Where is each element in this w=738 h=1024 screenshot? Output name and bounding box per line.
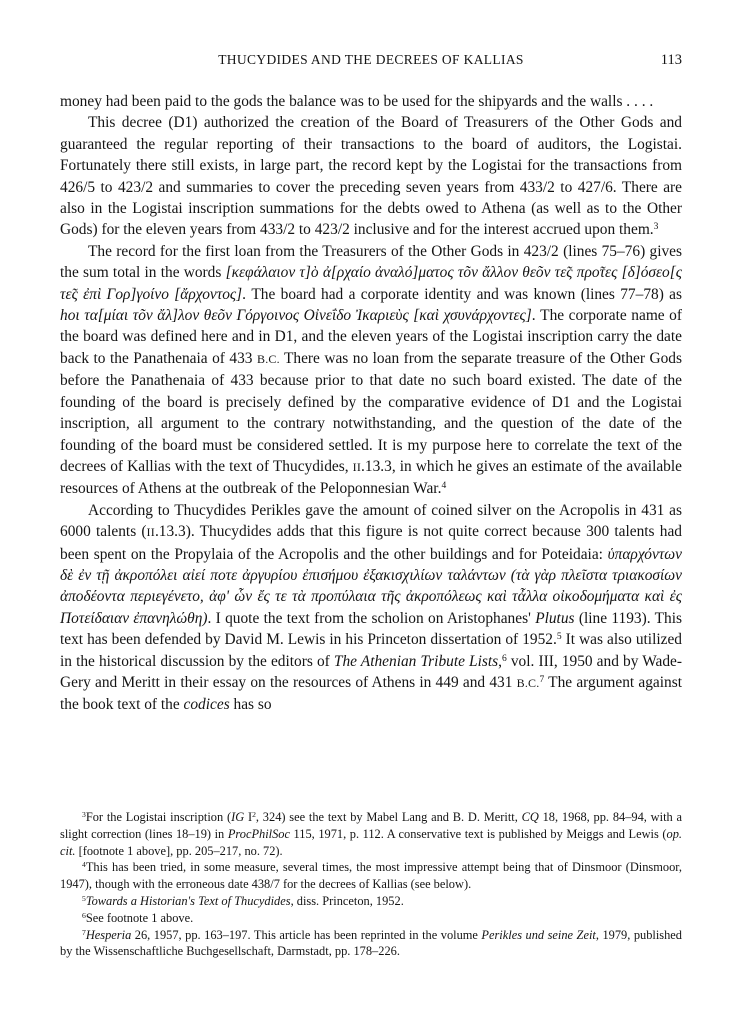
text-run: . The corporate name of the board was defined here and in D1, and the eleven years of the Logistai inscription carry the date back to the Panathenaia of 433 xyxy=(60,307,682,367)
paragraph-3 xyxy=(60,241,682,500)
running-head xyxy=(60,52,682,74)
citation-title: Towards a Historian's Text of Thucydides xyxy=(85,893,291,908)
text-run: [footnote 1 above], pp. 205–217, no. 72). xyxy=(75,843,283,858)
work-title: Plutus xyxy=(535,609,575,627)
text-run: 26, 1957, pp. 163–197. This article has been reprinted in the volume xyxy=(131,927,482,942)
text-run: , 1979, published by the Wissenschaftliche Buchgesellschaft, Darmstadt, pp. 178–226. xyxy=(60,927,683,959)
paragraph-2 xyxy=(60,112,682,240)
text-run: . The board had a corporate identity and was known (lines 77–78) as xyxy=(242,285,682,303)
text-run: I xyxy=(244,810,253,824)
text-run: The record for the first loan from the Treasurers of the Other Gods in 423/2 (lines 75–76) gives the sum total in the words xyxy=(60,242,682,282)
footnote-number: 7 xyxy=(82,927,86,937)
footnote-ref-3[interactable]: 3 xyxy=(653,221,659,233)
footnote-number: 5 xyxy=(82,893,86,903)
text-run: , diss. Princeton, 1952. xyxy=(290,893,404,908)
text-run: 115, 1971, p. 112. A conservative text is published by Meiggs and Lewis ( xyxy=(290,826,667,841)
text-run: money had been paid to the gods the balance was to be used for the shipyards and the walls . . . . xyxy=(60,93,654,110)
latin-term: codices xyxy=(183,696,230,714)
text-run: , 324) see the text by Mabel Lang and B. D. Meritt, xyxy=(255,810,522,824)
footnote-ref-5[interactable]: 5 xyxy=(556,630,562,642)
text-run: .13.3, in which he gives an estimate of the available resources of Athens at the outbreak of the Peloponnesian War. xyxy=(60,457,682,498)
footnote-5 xyxy=(60,893,682,910)
citation-title: IG xyxy=(231,810,245,824)
superscript: 2 xyxy=(252,809,256,819)
footnote-ref-7[interactable]: 7 xyxy=(539,673,545,685)
footnote-ref-6[interactable]: 6 xyxy=(502,652,507,664)
era-abbreviation: B.C. xyxy=(256,351,280,366)
text-run: It was also utilized in the historical discussion by the editors of xyxy=(60,631,682,670)
text-run: 18, 1968, pp. 84–94, with a slight correction (lines 18–19) in xyxy=(60,810,682,841)
footnote-number: 3 xyxy=(82,809,86,819)
citation-title: Perikles und seine Zeit xyxy=(481,927,596,942)
text-run: According to Thucydides Perikles gave the amount of coined silver on the Acropolis in 431 as 6000 talents ( xyxy=(60,501,682,541)
footnote-4 xyxy=(60,859,682,893)
running-title: THUCYDIDES AND THE DECREES OF KALLIAS xyxy=(218,52,524,67)
body-text xyxy=(60,91,682,716)
greek-quotation: [κεφάλαιον τ]ὸ ἀ[ρχαίο ἀναλό]ματος τõν ἄλλον θεõν τε̃ς προ̃τες [δ]όσεο[ς τε̃ς ἐπὶ Γορ]γοίνο [ἄρχοντος] xyxy=(60,264,682,303)
footnotes xyxy=(60,809,682,960)
footnote-3 xyxy=(60,809,682,859)
text-run: has so xyxy=(229,696,272,714)
text-run: See footnote 1 above. xyxy=(85,910,194,925)
text-run: , xyxy=(498,652,502,670)
footnote-ref-4[interactable]: 4 xyxy=(441,480,447,492)
citation-title: ProcPhilSoc xyxy=(227,826,290,841)
text-run: (line 1193). This text has been defended by David M. Lewis in his Princeton dissertation of 1952. xyxy=(60,609,682,649)
text-run: There was no loan from the separate treasure of the Other Gods before the Panathenaia of 433 because prior to that date no such board existed. The date of the founding of the board is precisely defined by the comparative evidence of D1 and the Logistai inscription, all argument to the contrary notwithstanding, and the question of the date of the founding of the board must be considered settled. It is my purpose here to correlate the text of the decrees of Kallias with the text of Thucydides, xyxy=(60,349,682,475)
book-reference: II xyxy=(352,459,362,474)
text-run: vol. III, 1950 and by Wade-Gery and Meritt in their essay on the resources of Athens in 449 and 431 xyxy=(60,652,682,691)
greek-quotation: ὑπαρχόντων δὲ ἐν τῇ ἀκροπόλει αἰεί ποτε ἀργυρίου ἐπισήμου ἐξακισχιλίων ταλάντων (τὰ γὰρ πλεῖστα τριακοσίων ἀποδέοντα περιεγένετο, ἀφ' ὧν ἔς τε τὰ προπύλαια τῆς ἀκροπόλεως καὶ τἆλλα οἰκοδομήματα καὶ ἐς Ποτείδαιαν ἐπανηλώθη) xyxy=(60,545,682,627)
text-run: .13.3). Thucydides adds that this figure is not quite correct because 300 talents had been spent on the Propylaia of the Acropolis and the other buildings and for Poteidaia: xyxy=(60,523,682,563)
footnote-number: 6 xyxy=(82,910,86,920)
page-number: 113 xyxy=(660,52,682,68)
text-run: . I quote the text from the scholion on Aristophanes' xyxy=(207,609,536,627)
text-run: The argument against the book text of the xyxy=(60,673,682,714)
work-title: The Athenian Tribute Lists xyxy=(333,652,499,670)
paragraph-4 xyxy=(60,500,682,716)
footnote-6 xyxy=(60,910,682,927)
paragraph-1 xyxy=(60,91,682,112)
era-abbreviation: B.C. xyxy=(516,675,540,690)
footnote-7 xyxy=(60,927,682,961)
text-run: For the Logistai inscription ( xyxy=(85,810,232,824)
citation-title: Hesperia xyxy=(85,927,132,942)
book-reference: II xyxy=(146,525,155,540)
text-run: This has been tried, in some measure, several times, the most impressive attempt being that of Dinsmoor (Dinsmoor, 1947), though with the erroneous date 438/7 for the decrees of Kallias (see below). xyxy=(60,860,682,892)
citation-title: CQ xyxy=(521,810,539,824)
greek-quotation: hοι τα[μίαι τõν ἄλ]λον θεõν Γόργοινος Οἰνεΐδο Ἰκαριεὺς [καὶ χσυνάρχοντες] xyxy=(60,307,532,325)
footnote-number: 4 xyxy=(82,860,86,870)
citation-abbreviation: op. cit. xyxy=(60,826,682,858)
text-run: This decree (D1) authorized the creation of the Board of Treasurers of the Other Gods and guaranteed the regular reporting of their transactions to the board of auditors, the Logistai. Fortunately there still exists, in large part, the record kept by the Logistai for the transactions from 426/5 to 423/2 and summaries to cover the preceding seven years from 433/2 to 427/6. There are also in the Logistai inscription summations for the debts owed to Athena (as well as to the Other Gods) for the eleven years from 433/2 to 423/2 inclusive and for the interest accrued upon them. xyxy=(60,114,682,239)
